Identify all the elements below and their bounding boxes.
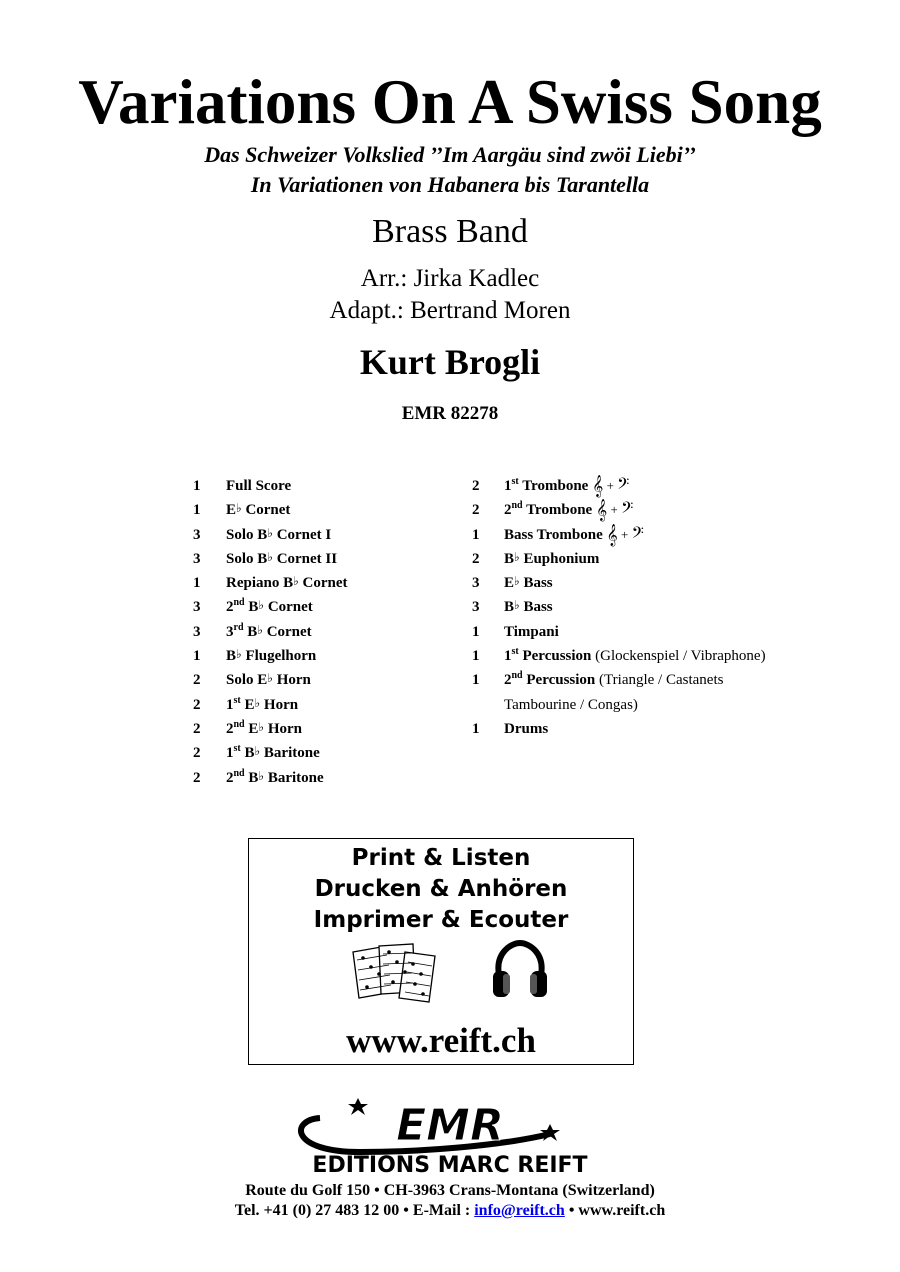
part-name: 1st Percussion (Glockenspiel / Vibraphone) [504, 646, 766, 665]
part-name: B♭ Flugelhorn [226, 644, 316, 668]
part-name: 2nd Trombone 𝄞 + 𝄢 [504, 499, 634, 522]
flat-sign: ♭ [258, 768, 265, 783]
headphones-icon [489, 939, 551, 1001]
part-quantity: 1 [193, 648, 201, 665]
part-quantity: 3 [193, 623, 201, 640]
flat-sign: ♭ [258, 719, 265, 734]
plus-sign: + [603, 478, 618, 493]
part-name: 2nd Percussion (Triangle / Castanets [504, 670, 724, 689]
promo-url[interactable]: www.reift.ch [346, 1021, 536, 1060]
bass-clef-icon: 𝄢 [621, 499, 634, 522]
parts-list-left [193, 474, 453, 790]
logo-publisher-name: EDITIONS MARC REIFT [312, 1153, 588, 1176]
email-link[interactable]: info@reift.ch [474, 1202, 565, 1219]
flat-sign: ♭ [236, 647, 242, 662]
ordinal-suffix: st [233, 694, 241, 706]
part-row [472, 644, 892, 668]
part-name: 1st E♭ Horn [226, 693, 298, 717]
part-name: B♭ Bass [504, 595, 553, 619]
part-row [472, 693, 892, 717]
part-name: Solo B♭ Cornet I [226, 523, 331, 547]
part-quantity: 1 [193, 478, 201, 494]
part-row [472, 620, 892, 644]
part-name: Solo E♭ Horn [226, 668, 311, 692]
part-name: B♭ Euphonium [504, 547, 599, 571]
logo-star-left [348, 1098, 368, 1115]
part-name: Bass Trombone 𝄞 + 𝄢 [504, 523, 644, 546]
flat-sign: ♭ [257, 622, 263, 637]
part-name: E♭ Cornet [226, 498, 290, 522]
part-note: (Triangle / Castanets [595, 672, 724, 689]
part-note: (Glockenspiel / Vibraphone) [591, 648, 766, 665]
part-quantity: 2 [193, 769, 201, 786]
part-row [193, 523, 453, 547]
ordinal-suffix: nd [233, 718, 245, 730]
telephone: Tel. +41 (0) 27 483 12 00 • E-Mail : [234, 1202, 475, 1219]
part-row [472, 717, 892, 741]
ordinal-suffix: st [233, 743, 241, 755]
part-row [193, 498, 453, 522]
part-quantity: 3 [193, 599, 201, 616]
subtitle-line-1: Das Schweizer Volkslied ’’Im Aargäu sind zwöi Liebi’’ [204, 142, 696, 167]
part-quantity: 1 [472, 623, 480, 640]
part-quantity: 2 [193, 672, 201, 689]
logo-emr-text: EMR [396, 1100, 504, 1151]
ordinal-suffix: nd [511, 500, 523, 512]
part-name: Solo B♭ Cornet II [226, 547, 337, 571]
part-quantity: 1 [472, 720, 480, 737]
part-quantity: 2 [193, 696, 201, 713]
plus-sign: + [617, 526, 632, 542]
part-quantity: 3 [193, 526, 201, 543]
part-row [472, 498, 892, 522]
part-quantity: 2 [472, 550, 480, 567]
part-quantity: 3 [472, 575, 480, 592]
part-row [193, 693, 453, 717]
treble-clef-icon: 𝄞 [592, 475, 604, 497]
sheet-music-icon [349, 942, 441, 1004]
part-row [472, 547, 892, 571]
publisher-address: Route du Golf 150 • CH-3963 Crans-Montana (Switzerland) [245, 1182, 655, 1199]
ordinal-suffix: nd [233, 597, 245, 609]
ordinal-suffix: st [511, 476, 519, 487]
part-name: E♭ Bass [504, 571, 553, 595]
part-name: Drums [504, 720, 549, 737]
website[interactable]: • www.reift.ch [564, 1202, 666, 1219]
catalog-number: EMR 82278 [401, 403, 499, 424]
adapter: Adapt.: Bertrand Moren [329, 297, 571, 324]
part-note: Tambourine / Congas) [504, 696, 638, 713]
part-quantity: 1 [472, 526, 480, 543]
part-row [472, 595, 892, 619]
part-name: 2nd B♭ Baritone [226, 766, 324, 790]
part-quantity: 2 [472, 478, 480, 494]
parts-list-right [472, 474, 892, 741]
part-name: Repiano B♭ Cornet [226, 571, 348, 595]
ensemble: Brass Band [372, 213, 528, 250]
part-quantity: 1 [193, 502, 201, 519]
bass-clef-icon: 𝄢 [617, 475, 630, 497]
treble-clef-icon: 𝄞 [595, 499, 608, 522]
part-row [193, 766, 453, 790]
flat-sign: ♭ [514, 574, 520, 589]
part-quantity: 1 [472, 672, 480, 689]
treble-clef-icon: 𝄞 [606, 523, 618, 546]
bass-clef-icon: 𝄢 [631, 523, 644, 546]
flat-sign: ♭ [254, 695, 261, 710]
promo-line-2: Drucken & Anhören [314, 876, 568, 902]
part-row [193, 668, 453, 692]
part-row [193, 644, 453, 668]
part-row [472, 571, 892, 595]
flat-sign: ♭ [293, 574, 299, 589]
part-row [193, 547, 453, 571]
ordinal-suffix: st [511, 646, 519, 658]
subtitle-line-2: In Variationen von Habanera bis Tarantella [250, 172, 650, 197]
part-quantity: 1 [193, 575, 201, 592]
ordinal-suffix: nd [511, 670, 523, 682]
publisher-contact [0, 1200, 900, 1222]
part-name: 2nd B♭ Cornet [226, 595, 313, 619]
part-row [472, 523, 892, 547]
part-row [193, 620, 453, 644]
part-name: 1st Trombone 𝄞 + 𝄢 [504, 475, 630, 497]
part-row [472, 474, 892, 498]
part-name [504, 693, 638, 717]
composer: Kurt Brogli [359, 342, 541, 382]
part-quantity: 2 [193, 745, 201, 762]
part-quantity: 3 [193, 550, 201, 567]
part-name: 2nd E♭ Horn [226, 717, 302, 741]
emr-logo [250, 1090, 650, 1176]
flat-sign: ♭ [236, 501, 242, 516]
part-row [193, 571, 453, 595]
flat-sign: ♭ [267, 549, 273, 564]
plus-sign: + [607, 502, 622, 518]
part-quantity: 2 [193, 720, 201, 737]
part-name: Full Score [226, 478, 292, 494]
flat-sign: ♭ [267, 671, 273, 686]
part-quantity: 1 [472, 648, 480, 665]
flat-sign: ♭ [267, 525, 273, 540]
part-row [193, 741, 453, 765]
part-row [193, 595, 453, 619]
print-listen-box [248, 838, 634, 1065]
ordinal-suffix: nd [233, 767, 245, 779]
flat-sign: ♭ [258, 598, 265, 613]
flat-sign: ♭ [514, 598, 520, 613]
part-name: 1st B♭ Baritone [226, 741, 320, 765]
flat-sign: ♭ [514, 549, 520, 564]
page-title: Variations On A Swiss Song [78, 67, 822, 137]
part-quantity: 2 [472, 502, 480, 519]
flat-sign: ♭ [254, 744, 261, 759]
ordinal-suffix: rd [233, 621, 244, 633]
arranger: Arr.: Jirka Kadlec [360, 265, 540, 292]
part-quantity: 3 [472, 599, 480, 616]
promo-line-1: Print & Listen [351, 845, 531, 871]
promo-line-3: Imprimer & Ecouter [313, 907, 569, 933]
part-name: 3rd B♭ Cornet [226, 620, 312, 644]
part-name: Timpani [504, 623, 559, 640]
part-row [193, 474, 453, 498]
part-row [193, 717, 453, 741]
part-row [472, 668, 892, 692]
